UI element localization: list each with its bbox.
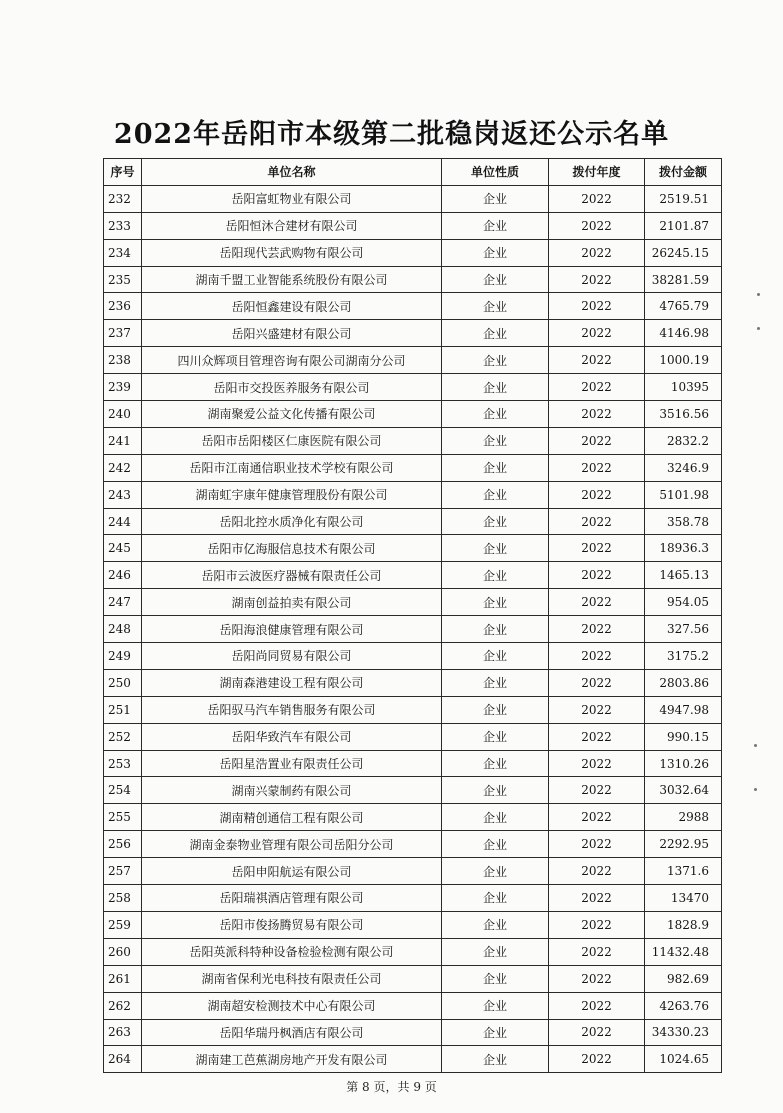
header-name: 单位名称 <box>142 159 442 186</box>
cell-seq: 241 <box>104 427 142 454</box>
cell-year: 2022 <box>549 293 645 320</box>
cell-type: 企业 <box>442 1019 549 1046</box>
table-row <box>104 858 722 885</box>
cell-year: 2022 <box>549 992 645 1019</box>
cell-name: 岳阳市交投医养服务有限公司 <box>142 374 442 401</box>
cell-amount: 2292.95 <box>645 831 722 858</box>
cell-year: 2022 <box>549 212 645 239</box>
table-row <box>104 293 722 320</box>
cell-type: 企业 <box>442 1046 549 1073</box>
table-row <box>104 589 722 616</box>
cell-seq: 238 <box>104 347 142 374</box>
cell-year: 2022 <box>549 885 645 912</box>
cell-amount: 358.78 <box>645 508 722 535</box>
table-row <box>104 185 722 212</box>
cell-name: 湖南金泰物业管理有限公司岳阳分公司 <box>142 831 442 858</box>
cell-seq: 234 <box>104 239 142 266</box>
cell-seq: 242 <box>104 454 142 481</box>
cell-name: 四川众辉项目管理咨询有限公司湖南分公司 <box>142 347 442 374</box>
table-row <box>104 212 722 239</box>
cell-type: 企业 <box>442 885 549 912</box>
cell-year: 2022 <box>549 1019 645 1046</box>
cell-amount: 1000.19 <box>645 347 722 374</box>
cell-name: 湖南精创通信工程有限公司 <box>142 804 442 831</box>
cell-year: 2022 <box>549 508 645 535</box>
cell-amount: 4146.98 <box>645 320 722 347</box>
table-row <box>104 454 722 481</box>
cell-type: 企业 <box>442 858 549 885</box>
cell-year: 2022 <box>549 669 645 696</box>
cell-type: 企业 <box>442 293 549 320</box>
cell-amount: 2519.51 <box>645 185 722 212</box>
cell-amount: 4263.76 <box>645 992 722 1019</box>
cell-amount: 3246.9 <box>645 454 722 481</box>
cell-type: 企业 <box>442 320 549 347</box>
scan-dot <box>754 744 757 747</box>
table-row <box>104 723 722 750</box>
cell-amount: 3032.64 <box>645 777 722 804</box>
cell-amount: 3516.56 <box>645 401 722 428</box>
cell-seq: 260 <box>104 938 142 965</box>
table-row <box>104 643 722 670</box>
cell-name: 岳阳市俊扬腾贸易有限公司 <box>142 911 442 938</box>
table-row <box>104 885 722 912</box>
cell-year: 2022 <box>549 374 645 401</box>
cell-type: 企业 <box>442 508 549 535</box>
table-row <box>104 696 722 723</box>
table-row <box>104 266 722 293</box>
cell-amount: 3175.2 <box>645 643 722 670</box>
cell-year: 2022 <box>549 347 645 374</box>
table-row <box>104 831 722 858</box>
header-amount: 拨付金额 <box>645 159 722 186</box>
cell-name: 岳阳市岳阳楼区仁康医院有限公司 <box>142 427 442 454</box>
cell-type: 企业 <box>442 965 549 992</box>
cell-seq: 254 <box>104 777 142 804</box>
header-type: 单位性质 <box>442 159 549 186</box>
cell-name: 岳阳市云波医疗器械有限责任公司 <box>142 562 442 589</box>
cell-seq: 258 <box>104 885 142 912</box>
table-row <box>104 347 722 374</box>
header-year: 拨付年度 <box>549 159 645 186</box>
cell-year: 2022 <box>549 643 645 670</box>
cell-seq: 245 <box>104 535 142 562</box>
cell-amount: 327.56 <box>645 616 722 643</box>
cell-name: 岳阳北控水质净化有限公司 <box>142 508 442 535</box>
cell-seq: 233 <box>104 212 142 239</box>
cell-amount: 13470 <box>645 885 722 912</box>
cell-type: 企业 <box>442 831 549 858</box>
cell-name: 湖南森港建设工程有限公司 <box>142 669 442 696</box>
table-row <box>104 911 722 938</box>
table-row <box>104 804 722 831</box>
cell-seq: 244 <box>104 508 142 535</box>
table-row <box>104 320 722 347</box>
cell-amount: 34330.23 <box>645 1019 722 1046</box>
cell-seq: 240 <box>104 401 142 428</box>
cell-seq: 243 <box>104 481 142 508</box>
cell-type: 企业 <box>442 616 549 643</box>
cell-seq: 264 <box>104 1046 142 1073</box>
cell-seq: 253 <box>104 750 142 777</box>
table-row <box>104 1046 722 1073</box>
subsidy-table <box>103 158 722 1073</box>
cell-year: 2022 <box>549 589 645 616</box>
cell-name: 岳阳海浪健康管理有限公司 <box>142 616 442 643</box>
cell-amount: 18936.3 <box>645 535 722 562</box>
cell-amount: 4765.79 <box>645 293 722 320</box>
cell-seq: 257 <box>104 858 142 885</box>
cell-year: 2022 <box>549 858 645 885</box>
table-row <box>104 562 722 589</box>
cell-type: 企业 <box>442 562 549 589</box>
cell-name: 岳阳恒鑫建设有限公司 <box>142 293 442 320</box>
cell-year: 2022 <box>549 266 645 293</box>
cell-year: 2022 <box>549 320 645 347</box>
cell-type: 企业 <box>442 427 549 454</box>
cell-type: 企业 <box>442 185 549 212</box>
cell-type: 企业 <box>442 535 549 562</box>
cell-type: 企业 <box>442 696 549 723</box>
cell-year: 2022 <box>549 938 645 965</box>
cell-name: 岳阳市江南通信职业技术学校有限公司 <box>142 454 442 481</box>
cell-amount: 982.69 <box>645 965 722 992</box>
cell-amount: 2832.2 <box>645 427 722 454</box>
cell-name: 岳阳尚同贸易有限公司 <box>142 643 442 670</box>
cell-type: 企业 <box>442 992 549 1019</box>
cell-type: 企业 <box>442 481 549 508</box>
cell-amount: 38281.59 <box>645 266 722 293</box>
cell-amount: 11432.48 <box>645 938 722 965</box>
cell-type: 企业 <box>442 911 549 938</box>
cell-name: 岳阳富虹物业有限公司 <box>142 185 442 212</box>
cell-type: 企业 <box>442 804 549 831</box>
cell-type: 企业 <box>442 266 549 293</box>
cell-name: 岳阳现代芸武购物有限公司 <box>142 239 442 266</box>
table-row <box>104 992 722 1019</box>
cell-name: 湖南兴蒙制药有限公司 <box>142 777 442 804</box>
cell-name: 湖南超安检测技术中心有限公司 <box>142 992 442 1019</box>
cell-amount: 26245.15 <box>645 239 722 266</box>
header-seq: 序号 <box>104 159 142 186</box>
cell-name: 湖南建工芭蕉湖房地产开发有限公司 <box>142 1046 442 1073</box>
table-row <box>104 616 722 643</box>
cell-seq: 239 <box>104 374 142 401</box>
cell-amount: 2803.86 <box>645 669 722 696</box>
cell-name: 湖南虹宇康年健康管理股份有限公司 <box>142 481 442 508</box>
cell-name: 湖南创益拍卖有限公司 <box>142 589 442 616</box>
table-row <box>104 1019 722 1046</box>
cell-type: 企业 <box>442 643 549 670</box>
cell-year: 2022 <box>549 696 645 723</box>
cell-year: 2022 <box>549 535 645 562</box>
cell-amount: 954.05 <box>645 589 722 616</box>
cell-seq: 252 <box>104 723 142 750</box>
cell-year: 2022 <box>549 804 645 831</box>
cell-year: 2022 <box>549 427 645 454</box>
cell-year: 2022 <box>549 911 645 938</box>
cell-name: 岳阳英派科特种设备检验检测有限公司 <box>142 938 442 965</box>
cell-amount: 1828.9 <box>645 911 722 938</box>
table-row <box>104 965 722 992</box>
page-footer: 第 8 页，共 9 页 <box>346 1080 437 1094</box>
cell-amount: 1465.13 <box>645 562 722 589</box>
cell-name: 岳阳瑞祺酒店管理有限公司 <box>142 885 442 912</box>
cell-year: 2022 <box>549 965 645 992</box>
cell-amount: 1371.6 <box>645 858 722 885</box>
cell-seq: 235 <box>104 266 142 293</box>
cell-seq: 256 <box>104 831 142 858</box>
table-row <box>104 938 722 965</box>
cell-type: 企业 <box>442 669 549 696</box>
table-row <box>104 750 722 777</box>
cell-type: 企业 <box>442 212 549 239</box>
table-row <box>104 401 722 428</box>
cell-seq: 249 <box>104 643 142 670</box>
scan-dot <box>757 293 760 296</box>
cell-year: 2022 <box>549 481 645 508</box>
cell-seq: 248 <box>104 616 142 643</box>
cell-seq: 232 <box>104 185 142 212</box>
cell-type: 企业 <box>442 777 549 804</box>
cell-amount: 1310.26 <box>645 750 722 777</box>
cell-name: 岳阳申阳航运有限公司 <box>142 858 442 885</box>
cell-name: 岳阳兴盛建材有限公司 <box>142 320 442 347</box>
cell-year: 2022 <box>549 750 645 777</box>
cell-year: 2022 <box>549 239 645 266</box>
cell-seq: 259 <box>104 911 142 938</box>
table-row <box>104 374 722 401</box>
cell-seq: 262 <box>104 992 142 1019</box>
cell-seq: 261 <box>104 965 142 992</box>
cell-type: 企业 <box>442 589 549 616</box>
table-row <box>104 535 722 562</box>
cell-year: 2022 <box>549 831 645 858</box>
cell-name: 湖南省保利光电科技有限责任公司 <box>142 965 442 992</box>
scan-dot <box>754 788 757 791</box>
cell-name: 岳阳星浩置业有限责任公司 <box>142 750 442 777</box>
cell-year: 2022 <box>549 401 645 428</box>
cell-year: 2022 <box>549 185 645 212</box>
cell-name: 湖南千盟工业智能系统股份有限公司 <box>142 266 442 293</box>
cell-year: 2022 <box>549 616 645 643</box>
cell-name: 岳阳华瑞丹枫酒店有限公司 <box>142 1019 442 1046</box>
cell-year: 2022 <box>549 723 645 750</box>
cell-type: 企业 <box>442 239 549 266</box>
table-row <box>104 669 722 696</box>
table-row <box>104 481 722 508</box>
cell-amount: 2988 <box>645 804 722 831</box>
cell-type: 企业 <box>442 750 549 777</box>
cell-year: 2022 <box>549 562 645 589</box>
cell-name: 岳阳市亿海服信息技术有限公司 <box>142 535 442 562</box>
table-row <box>104 777 722 804</box>
cell-seq: 246 <box>104 562 142 589</box>
cell-seq: 251 <box>104 696 142 723</box>
cell-name: 岳阳驭马汽车销售服务有限公司 <box>142 696 442 723</box>
cell-name: 岳阳恒沐合建材有限公司 <box>142 212 442 239</box>
cell-amount: 990.15 <box>645 723 722 750</box>
cell-seq: 237 <box>104 320 142 347</box>
cell-amount: 2101.87 <box>645 212 722 239</box>
page-title: 2022年岳阳市本级第二批稳岗返还公示名单 <box>113 119 670 150</box>
cell-seq: 236 <box>104 293 142 320</box>
cell-seq: 250 <box>104 669 142 696</box>
cell-name: 湖南聚爱公益文化传播有限公司 <box>142 401 442 428</box>
cell-amount: 1024.65 <box>645 1046 722 1073</box>
table-row <box>104 508 722 535</box>
cell-seq: 263 <box>104 1019 142 1046</box>
table-header-row <box>104 159 722 186</box>
cell-year: 2022 <box>549 777 645 804</box>
table-body <box>104 185 722 1072</box>
cell-name: 岳阳华致汽车有限公司 <box>142 723 442 750</box>
cell-type: 企业 <box>442 374 549 401</box>
cell-year: 2022 <box>549 1046 645 1073</box>
cell-amount: 5101.98 <box>645 481 722 508</box>
scan-dot <box>757 327 760 330</box>
cell-type: 企业 <box>442 723 549 750</box>
cell-type: 企业 <box>442 401 549 428</box>
cell-type: 企业 <box>442 347 549 374</box>
cell-amount: 10395 <box>645 374 722 401</box>
table-row <box>104 427 722 454</box>
table-row <box>104 239 722 266</box>
cell-amount: 4947.98 <box>645 696 722 723</box>
cell-seq: 255 <box>104 804 142 831</box>
cell-type: 企业 <box>442 938 549 965</box>
cell-seq: 247 <box>104 589 142 616</box>
cell-type: 企业 <box>442 454 549 481</box>
cell-year: 2022 <box>549 454 645 481</box>
